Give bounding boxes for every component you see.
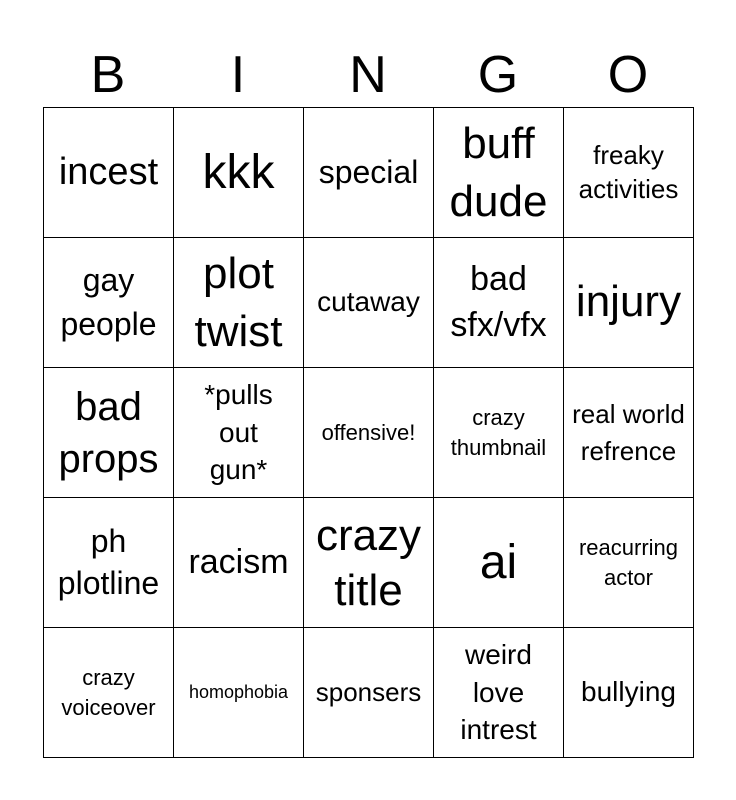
bingo-cell[interactable] bbox=[304, 628, 434, 758]
bingo-cell-text: bad props bbox=[58, 384, 159, 481]
bingo-cell[interactable] bbox=[304, 238, 434, 368]
bingo-cell-text: sponsers bbox=[315, 676, 422, 707]
bingo-cell[interactable] bbox=[564, 368, 694, 498]
bingo-cell[interactable] bbox=[44, 498, 174, 628]
bingo-cell-text: reacurring actor bbox=[578, 534, 679, 590]
bingo-cell[interactable] bbox=[174, 108, 304, 238]
bingo-cell[interactable] bbox=[564, 498, 694, 628]
bingo-cell-text: plot twist bbox=[194, 249, 283, 356]
bingo-cell-text: special bbox=[318, 154, 419, 191]
bingo-cell[interactable] bbox=[304, 498, 434, 628]
bingo-cell-text: crazy title bbox=[315, 510, 422, 615]
bingo-cell-text: kkk bbox=[202, 145, 275, 199]
bingo-cell-text: weird love intrest bbox=[460, 638, 537, 746]
bingo-cell[interactable] bbox=[304, 368, 434, 498]
bingo-cell[interactable] bbox=[434, 498, 564, 628]
bingo-cell-text: cutaway bbox=[317, 286, 420, 318]
bingo-cell[interactable] bbox=[174, 628, 304, 758]
bingo-cell-text: *pulls out gun* bbox=[204, 378, 273, 486]
bingo-cell-text: homophobia bbox=[188, 682, 289, 703]
bingo-cell[interactable] bbox=[434, 108, 564, 238]
header-letter-i: I bbox=[230, 46, 246, 104]
bingo-cell-text: crazy voiceover bbox=[61, 664, 156, 720]
bingo-cell-text: gay people bbox=[60, 262, 157, 342]
bingo-cell-text: bullying bbox=[581, 676, 676, 708]
header-letter-g: G bbox=[477, 46, 519, 104]
bingo-cell[interactable] bbox=[434, 628, 564, 758]
bingo-cell-text: ai bbox=[479, 535, 518, 589]
bingo-cell[interactable] bbox=[174, 238, 304, 368]
bingo-header bbox=[43, 44, 693, 106]
bingo-cell[interactable] bbox=[304, 108, 434, 238]
bingo-grid bbox=[43, 107, 694, 758]
bingo-cell[interactable] bbox=[44, 628, 174, 758]
header-letter-n: N bbox=[349, 46, 387, 104]
bingo-cell[interactable] bbox=[564, 628, 694, 758]
bingo-cell[interactable] bbox=[174, 498, 304, 628]
bingo-cell-text: offensive! bbox=[321, 419, 416, 445]
bingo-cell-text: incest bbox=[58, 150, 159, 193]
bingo-cell[interactable] bbox=[564, 238, 694, 368]
bingo-cell-text: racism bbox=[188, 542, 289, 581]
bingo-cell-text: bad sfx/vfx bbox=[450, 259, 547, 344]
bingo-cell-text: buff dude bbox=[449, 119, 548, 226]
bingo-cell[interactable] bbox=[434, 368, 564, 498]
bingo-cell[interactable] bbox=[44, 368, 174, 498]
header-letter-o: O bbox=[607, 46, 649, 104]
bingo-cell-text: real world refrence bbox=[572, 399, 685, 466]
bingo-cell[interactable] bbox=[564, 108, 694, 238]
bingo-cell[interactable] bbox=[44, 238, 174, 368]
bingo-cell[interactable] bbox=[44, 108, 174, 238]
bingo-cell[interactable] bbox=[434, 238, 564, 368]
bingo-cell-text: crazy thumbnail bbox=[450, 404, 547, 460]
bingo-cell-text: injury bbox=[575, 277, 682, 327]
header-letter-b: B bbox=[90, 46, 126, 104]
bingo-cell-text: freaky activities bbox=[578, 139, 679, 204]
bingo-cell[interactable] bbox=[174, 368, 304, 498]
bingo-cell-text: ph plotline bbox=[57, 522, 160, 601]
